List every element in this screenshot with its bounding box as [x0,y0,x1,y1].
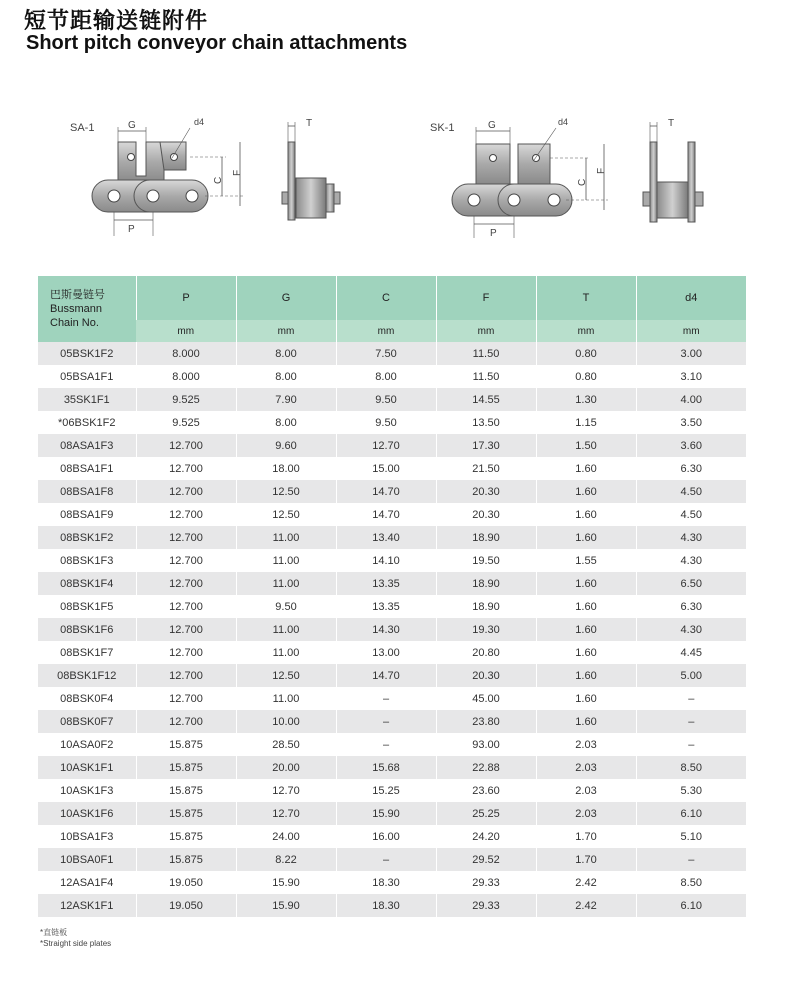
table-cell: 93.00 [436,733,536,756]
table-cell: 12.700 [136,503,236,526]
table-cell: 18.90 [436,572,536,595]
chain-no-cell: 08BSK1F7 [38,641,136,664]
chain-no-cell: 10ASK1F3 [38,779,136,802]
table-cell: – [636,733,746,756]
table-cell: 20.00 [236,756,336,779]
diagram-sa1-d4: d4 [194,117,205,127]
footnotes [40,927,111,949]
table-cell: – [336,687,436,710]
table-row [38,894,746,917]
table-cell: 11.00 [236,618,336,641]
diagram-sa1-g: G [128,120,136,131]
table-cell: 8.50 [636,756,746,779]
table-row [38,526,746,549]
table-cell: 11.00 [236,549,336,572]
chain-no-cell: 10ASK1F6 [38,802,136,825]
table-cell: 15.875 [136,825,236,848]
table-cell: 24.00 [236,825,336,848]
table-cell: – [636,710,746,733]
table-cell: 23.80 [436,710,536,733]
table-cell: 1.55 [536,549,636,572]
table-cell: 12.700 [136,664,236,687]
diagram-sk1 [430,117,703,239]
table-cell: 3.00 [636,342,746,365]
table-cell: 3.50 [636,411,746,434]
table-cell: 12.700 [136,549,236,572]
table-row [38,549,746,572]
table-cell: 7.90 [236,388,336,411]
table-cell: 1.50 [536,434,636,457]
table-cell: 8.00 [336,365,436,388]
table-row [38,572,746,595]
diagram-sa1 [70,117,340,236]
table-cell: 12.700 [136,618,236,641]
table-cell: 15.90 [336,802,436,825]
unit-f: mm [436,320,536,342]
table-cell: 29.33 [436,894,536,917]
chain-no-cell: 08BSK1F4 [38,572,136,595]
table-cell: 3.10 [636,365,746,388]
table-cell: 18.00 [236,457,336,480]
table-cell: 1.60 [536,595,636,618]
table-row [38,664,746,687]
table-row [38,871,746,894]
table-row [38,687,746,710]
table-cell: 11.50 [436,365,536,388]
chain-no-cell: 08BSK1F5 [38,595,136,618]
diagram-sk1-g: G [488,120,496,131]
table-row [38,779,746,802]
diagram-sk1-t: T [668,118,675,129]
table-row [38,733,746,756]
unit-t: mm [536,320,636,342]
table-cell: 29.33 [436,871,536,894]
table-cell: 1.60 [536,480,636,503]
table-cell: 12.700 [136,526,236,549]
table-cell: 11.00 [236,687,336,710]
table-cell: 1.60 [536,641,636,664]
footnote-cn: *直链板 [40,928,68,937]
table-cell: 8.00 [236,342,336,365]
table-cell: 12.700 [136,595,236,618]
table-cell: 20.30 [436,503,536,526]
chain-no-cell: 10BSA0F1 [38,848,136,871]
table-cell: 29.52 [436,848,536,871]
chain-no-cell: 08BSA1F8 [38,480,136,503]
table-row [38,457,746,480]
header-chain-no [38,276,136,342]
table-cell: 1.60 [536,687,636,710]
table-cell: 13.50 [436,411,536,434]
table-cell: 15.90 [236,894,336,917]
page-title-english: Short pitch conveyor chain attachments [26,32,408,54]
table-cell: 20.80 [436,641,536,664]
table-row [38,825,746,848]
table-cell: 2.03 [536,779,636,802]
table-cell: 9.50 [236,595,336,618]
table-cell: 14.70 [336,664,436,687]
table-cell: 4.50 [636,480,746,503]
chain-no-cell: 08BSK0F4 [38,687,136,710]
header-t: T [536,276,636,320]
diagram-sa1-label: SA-1 [70,122,95,134]
table-cell: 5.30 [636,779,746,802]
table-cell: 4.50 [636,503,746,526]
table-cell: 3.60 [636,434,746,457]
table-cell: 11.00 [236,641,336,664]
table-cell: 14.30 [336,618,436,641]
table-cell: 15.875 [136,802,236,825]
table-cell: 4.30 [636,618,746,641]
table-cell: 12.700 [136,457,236,480]
table-cell: 8.00 [236,411,336,434]
table-cell: 12.700 [136,641,236,664]
table-cell: 18.90 [436,595,536,618]
table-cell: 12.700 [136,687,236,710]
table-cell: 9.525 [136,388,236,411]
chain-no-cell: 08BSA1F9 [38,503,136,526]
table-cell: 15.875 [136,848,236,871]
table-cell: 7.50 [336,342,436,365]
unit-p: mm [136,320,236,342]
diagram-sa1-f: F [232,169,243,176]
chain-no-cell: 08BSK1F3 [38,549,136,572]
unit-g: mm [236,320,336,342]
table-cell: 12.50 [236,503,336,526]
table-cell: 1.60 [536,526,636,549]
table-cell: 1.30 [536,388,636,411]
table-cell: 10.00 [236,710,336,733]
attachment-diagrams [0,100,800,260]
page-title-chinese: 短节距输送链附件 [24,9,209,34]
table-cell: 12.700 [136,434,236,457]
chain-no-cell: 10ASK1F1 [38,756,136,779]
table-row [38,710,746,733]
table-cell: 15.25 [336,779,436,802]
table-cell: 18.30 [336,894,436,917]
table-cell: 15.90 [236,871,336,894]
chain-no-cell: 05BSA1F1 [38,365,136,388]
diagram-sa1-p: P [128,224,135,235]
diagram-sk1-d4: d4 [558,117,569,127]
table-cell: 15.875 [136,779,236,802]
table-cell: 8.000 [136,365,236,388]
table-row [38,434,746,457]
header-f: F [436,276,536,320]
chain-no-cell: 08ASA1F3 [38,434,136,457]
table-cell: 8.22 [236,848,336,871]
table-cell: 13.40 [336,526,436,549]
table-cell: 12.700 [136,710,236,733]
table-cell: 45.00 [436,687,536,710]
table-cell: 1.70 [536,848,636,871]
table-cell: 1.60 [536,618,636,641]
table-row [38,641,746,664]
diagram-sa1-c: C [213,176,224,184]
table-cell: 4.30 [636,549,746,572]
diagram-sk1-label: SK-1 [430,122,455,134]
table-cell: – [636,848,746,871]
table-cell: 17.30 [436,434,536,457]
table-cell: 13.00 [336,641,436,664]
table-cell: – [336,733,436,756]
table-row [38,342,746,365]
table-cell: 9.60 [236,434,336,457]
chain-no-cell: 10ASA0F2 [38,733,136,756]
table-cell: 19.50 [436,549,536,572]
table-cell: 25.25 [436,802,536,825]
footnote-en: *Straight side plates [40,939,112,948]
unit-d4: mm [636,320,746,342]
table-cell: 5.10 [636,825,746,848]
table-cell: 13.35 [336,572,436,595]
table-cell: – [336,848,436,871]
table-cell: 20.30 [436,664,536,687]
table-cell: 2.42 [536,894,636,917]
chain-no-cell: 12ASA1F4 [38,871,136,894]
header-g: G [236,276,336,320]
chain-no-cell: 05BSK1F2 [38,342,136,365]
table-cell: 12.70 [336,434,436,457]
table-cell: – [636,687,746,710]
table-cell: 9.50 [336,411,436,434]
table-cell: 24.20 [436,825,536,848]
table-cell: 12.700 [136,572,236,595]
table-row [38,618,746,641]
table-cell: 18.30 [336,871,436,894]
table-cell: 1.15 [536,411,636,434]
header-p: P [136,276,236,320]
table-row [38,365,746,388]
chain-no-cell: 35SK1F1 [38,388,136,411]
table-cell: 5.00 [636,664,746,687]
chain-no-cell: 08BSK1F2 [38,526,136,549]
table-cell: 9.525 [136,411,236,434]
chain-no-cell: *06BSK1F2 [38,411,136,434]
chain-no-cell: 08BSK0F7 [38,710,136,733]
table-cell: 15.875 [136,756,236,779]
table-row [38,503,746,526]
header-d4: d4 [636,276,746,320]
table-cell: 2.03 [536,802,636,825]
table-cell: 6.30 [636,595,746,618]
table-cell: 0.80 [536,342,636,365]
chain-no-cell: 08BSK1F12 [38,664,136,687]
table-cell: 12.70 [236,779,336,802]
header-chain-en2: Chain No. [50,317,99,329]
table-cell: – [336,710,436,733]
chain-attachment-table [38,276,746,917]
chain-no-cell: 12ASK1F1 [38,894,136,917]
table-cell: 1.60 [536,503,636,526]
table-cell: 14.55 [436,388,536,411]
chain-no-cell: 10BSA1F3 [38,825,136,848]
table-cell: 23.60 [436,779,536,802]
table-cell: 13.35 [336,595,436,618]
table-cell: 6.50 [636,572,746,595]
table-row [38,756,746,779]
table-cell: 6.10 [636,802,746,825]
table-cell: 12.50 [236,664,336,687]
diagram-sk1-p: P [490,228,497,239]
table-cell: 14.70 [336,503,436,526]
chain-no-cell: 08BSK1F6 [38,618,136,641]
table-cell: 4.00 [636,388,746,411]
table-cell: 2.03 [536,733,636,756]
table-cell: 12.700 [136,480,236,503]
table-cell: 20.30 [436,480,536,503]
header-chain-en1: Bussmann [50,303,102,315]
table-row [38,480,746,503]
table-cell: 12.70 [236,802,336,825]
header-c: C [336,276,436,320]
table-cell: 18.90 [436,526,536,549]
table-row [38,802,746,825]
table-cell: 21.50 [436,457,536,480]
table-cell: 14.10 [336,549,436,572]
table-cell: 15.00 [336,457,436,480]
header-chain-cn: 巴斯曼链号 [50,289,105,301]
table-cell: 19.050 [136,894,236,917]
table-cell: 8.00 [236,365,336,388]
table-cell: 2.03 [536,756,636,779]
table-cell: 6.10 [636,894,746,917]
table-cell: 15.875 [136,733,236,756]
table-cell: 2.42 [536,871,636,894]
table-cell: 9.50 [336,388,436,411]
table-cell: 1.60 [536,664,636,687]
table-cell: 19.30 [436,618,536,641]
diagram-sk1-f: F [596,167,607,174]
table-row [38,388,746,411]
table-cell: 11.00 [236,572,336,595]
table-cell: 22.88 [436,756,536,779]
table-row [38,848,746,871]
diagram-sk1-c: C [577,178,588,186]
diagram-sa1-t: T [306,118,313,129]
table-cell: 16.00 [336,825,436,848]
table-row [38,595,746,618]
table-cell: 8.000 [136,342,236,365]
chain-no-cell: 08BSA1F1 [38,457,136,480]
table-cell: 15.68 [336,756,436,779]
table-cell: 14.70 [336,480,436,503]
table-cell: 6.30 [636,457,746,480]
table-cell: 11.00 [236,526,336,549]
table-cell: 19.050 [136,871,236,894]
table-cell: 4.30 [636,526,746,549]
unit-c: mm [336,320,436,342]
table-cell: 4.45 [636,641,746,664]
table-row [38,411,746,434]
table-cell: 1.60 [536,457,636,480]
table-cell: 0.80 [536,365,636,388]
table-cell: 11.50 [436,342,536,365]
table-cell: 1.60 [536,572,636,595]
table-cell: 28.50 [236,733,336,756]
table-cell: 8.50 [636,871,746,894]
table-cell: 12.50 [236,480,336,503]
table-cell: 1.70 [536,825,636,848]
table-cell: 1.60 [536,710,636,733]
